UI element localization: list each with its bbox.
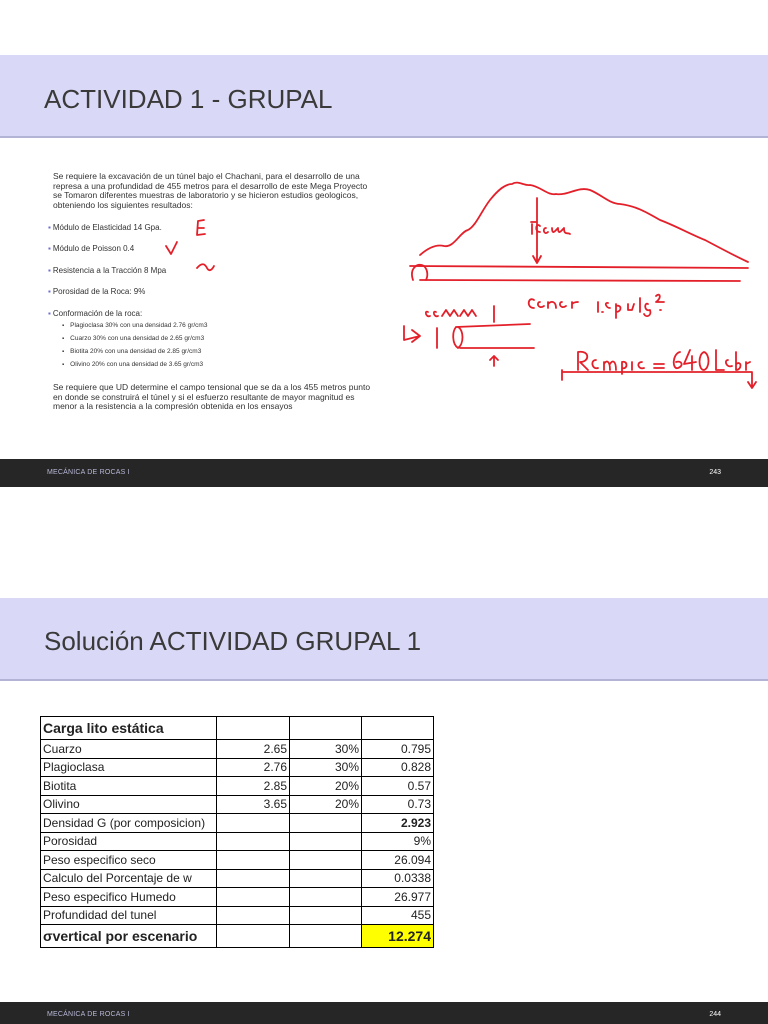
table-row: [41, 832, 434, 851]
table-row: [41, 814, 434, 833]
table-cell: [217, 869, 290, 888]
table-cell-percent: 20%: [290, 777, 362, 796]
slide1-page-number: 243: [709, 469, 721, 476]
table-cell-result: 26.977: [362, 888, 434, 907]
core-specimen-body: [453, 324, 534, 348]
table-cell-label: Porosidad: [41, 832, 217, 851]
table-cell-label: Cuarzo: [41, 740, 217, 759]
table-cell-density: 2.85: [217, 777, 290, 796]
bullet-elasticity: ▪ Módulo de Elasticidad 14 Gpa.: [48, 223, 162, 233]
table-cell: [290, 814, 362, 833]
sub-bullet-biotita: ▪ Biotita 20% con una densidad de 2.85 gr/cm3: [62, 347, 201, 358]
table-row: [41, 869, 434, 888]
sub-bullet-cuarzo: ▪ Cuarzo 30% con una densidad de 2.65 gr/cm3: [62, 334, 204, 345]
table-row: [41, 758, 434, 777]
check-mark-icon: [166, 242, 177, 254]
table-cell-label: Profundidad del tunel: [41, 906, 217, 925]
slide1-footer: [0, 459, 768, 487]
slide1-footer-course: MECÁNICA DE ROCAS I: [47, 469, 130, 476]
bullet-poisson: ▪ Módulo de Poisson 0.4: [48, 244, 134, 254]
cone-label-handwritten: [529, 299, 578, 308]
table-cell: [217, 925, 290, 948]
table-cell-percent: 30%: [290, 758, 362, 777]
table-header-cell: Carga lito estática: [41, 717, 217, 740]
e-mark-icon: [197, 220, 205, 235]
table-final-row: [41, 925, 434, 948]
tunnel-circle: [412, 265, 427, 280]
table-cell: [217, 906, 290, 925]
table-cell-label: Densidad G (por composicion): [41, 814, 217, 833]
table-cell-result: 0.828: [362, 758, 434, 777]
slide1-intro-text: Se requiere la excavación de un túnel bajo el Chachani, para el desarrollo de una represa a una profundidad de 455 metros para el desarrollo de este Mega Proyecto se Tomaron diferentes muestras de laboratorio y se hicieron estudios geologicos, obteniendo los siguientes resultados:: [53, 171, 368, 210]
table-cell-label: Peso especifico seco: [41, 851, 217, 870]
table-cell: [290, 925, 362, 948]
table-cell-label: Peso especifico Humedo: [41, 888, 217, 907]
table-cell-label: Plagioclasa: [41, 758, 217, 777]
slide2-footer: [0, 1002, 768, 1024]
mountain-profile: [420, 183, 748, 262]
slide2-title: Solución ACTIVIDAD GRUPAL 1: [44, 626, 422, 656]
table-cell-percent: 20%: [290, 795, 362, 814]
table-cell-result: 0.57: [362, 777, 434, 796]
table-cell-percent: 30%: [290, 740, 362, 759]
table-cell: [290, 832, 362, 851]
table-cell: [217, 888, 290, 907]
table-cell: [217, 851, 290, 870]
slide2-footer-course: MECÁNICA DE ROCAS I: [47, 1011, 130, 1018]
area-label-handwritten: [598, 295, 664, 318]
table-header-row: [41, 717, 434, 740]
diameter-label-handwritten: [426, 310, 476, 316]
sub-bullet-plagioclasa: ▪ Plagioclasa 30% con una densidad 2.76 gr/cm3: [62, 321, 207, 332]
table-cell: [290, 851, 362, 870]
table-cell: [290, 869, 362, 888]
table-cell: [290, 888, 362, 907]
table-cell-result: 26.094: [362, 851, 434, 870]
vertical-stress-label: σvertical por escenario: [41, 925, 217, 948]
tilde-mark-icon: [197, 264, 214, 270]
handwritten-annotations: [0, 0, 768, 480]
table-cell: [290, 906, 362, 925]
table-cell: [217, 832, 290, 851]
table-cell-label: Biotita: [41, 777, 217, 796]
table-cell-result: 9%: [362, 832, 434, 851]
tunnel-line-lower: [420, 280, 740, 281]
table-header-cell: [217, 717, 290, 740]
sub-bullet-olivino: ▪ Olivino 20% con una densidad de 3.65 gr/cm3: [62, 360, 203, 371]
table-cell-density: 2.76: [217, 758, 290, 777]
table-row: [41, 795, 434, 814]
table-cell-result: 455: [362, 906, 434, 925]
table-cell: [217, 814, 290, 833]
bottom-arrow-icon: [490, 356, 498, 366]
bullet-conformation: ▪ Conformación de la roca:: [48, 309, 142, 319]
slide1-closing-text: Se requiere que UD determine el campo tensional que se da a los 455 metros punto en donde se construirá el túnel y si el esfuerzo resultante de mayor magnitud es menor a la resistencia a la compresión obtenida en los ensayos: [53, 382, 371, 411]
slide2-page-number: 244: [709, 1011, 721, 1018]
table-header-cell: [362, 717, 434, 740]
core-specimen-arrow: [404, 326, 420, 342]
table-row: [41, 740, 434, 759]
table-cell-result: 2.923: [362, 814, 434, 833]
table-cell-density: 2.65: [217, 740, 290, 759]
bullet-porosity: ▪ Porosidad de la Roca: 9%: [48, 287, 145, 297]
table-row: [41, 851, 434, 870]
rupture-bracket: [562, 370, 756, 388]
rupture-label-handwritten: [578, 350, 750, 374]
table-row: [41, 888, 434, 907]
table-row: [41, 906, 434, 925]
table-cell-result: 0.795: [362, 740, 434, 759]
table-cell-density: 3.65: [217, 795, 290, 814]
lithostatic-load-table: [40, 716, 434, 948]
table-header-cell: [290, 717, 362, 740]
bullet-traction: ▪ Resistencia a la Tracción 8 Mpa: [48, 266, 166, 276]
table-cell-label: Olivino: [41, 795, 217, 814]
table-row: [41, 777, 434, 796]
slide1-title: ACTIVIDAD 1 - GRUPAL: [44, 84, 333, 114]
table-cell-result: 0.0338: [362, 869, 434, 888]
table-cell-label: Calculo del Porcentaje de w: [41, 869, 217, 888]
tunnel-line-upper: [410, 266, 748, 268]
table-cell-result: 0.73: [362, 795, 434, 814]
vertical-stress-value: 12.274: [362, 925, 434, 948]
